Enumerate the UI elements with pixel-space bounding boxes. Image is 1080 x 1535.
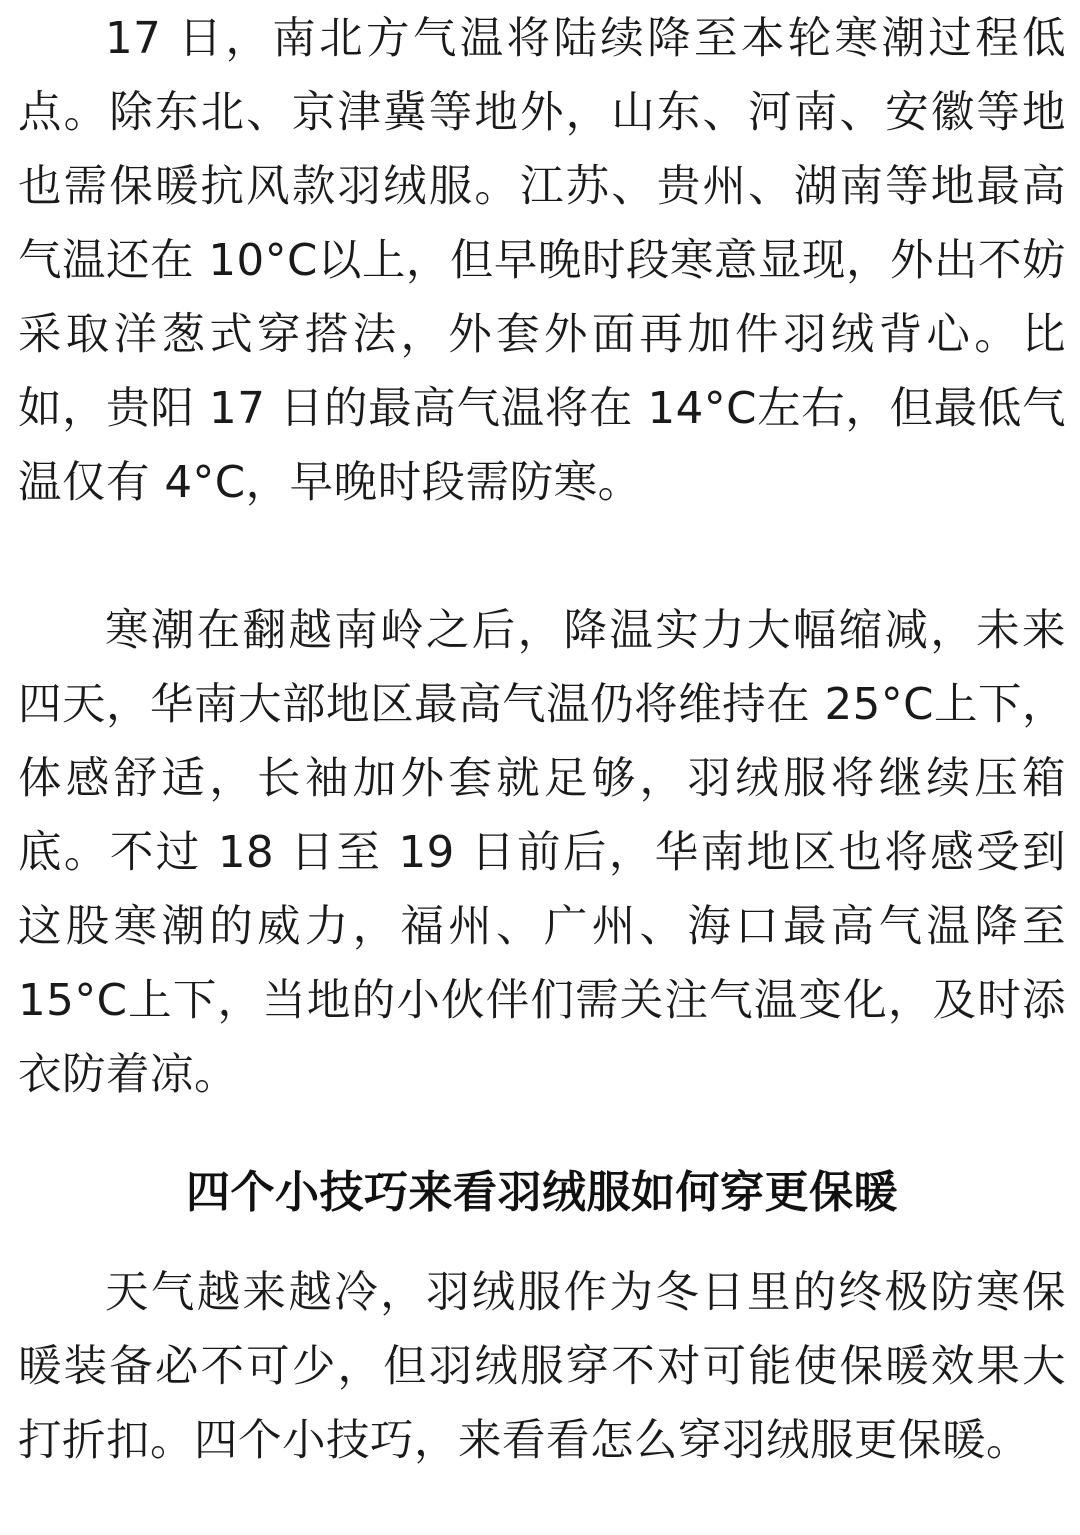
paragraph-spacer: [18, 520, 1066, 594]
article-body: [0, 2, 1080, 1535]
article-paragraph-cold-wave-north: 17 日，南北方气温将陆续降至本轮寒潮过程低点。除东北、京津冀等地外，山东、河南、安徽等地也需保暖抗风款羽绒服。江苏、贵州、湖南等地最高气温还在 10°C以上，但早晚时段寒意显现，外出不妨采取洋葱式穿搭法，外套外面再加件羽绒背心。比如，贵阳 17 日的最高气温将在 14°C左右，但最低气温仅有 4°C，早晚时段需防寒。: [18, 14, 1066, 508]
article-paragraph-south-china: 寒潮在翻越南岭之后，降温实力大幅缩减，未来四天，华南大部地区最高气温仍将维持在 25°C上下，体感舒适，长袖加外套就足够，羽绒服将继续压箱底。不过 18 日至 19 日前后，华南地区也将感受到这股寒潮的威力，福州、广州、海口最高气温降至 15°C上下，当地的小伙伴们需关注气温变化，及时添衣防着凉。: [18, 606, 1066, 1100]
article-paragraph-down-jacket-tips: 天气越来越冷，羽绒服作为冬日里的终极防寒保暖装备必不可少，但羽绒服穿不对可能使保暖效果大打折扣。四个小技巧，来看看怎么穿羽绒服更保暖。: [18, 1268, 1066, 1466]
section-heading: 四个小技巧来看羽绒服如何穿更保暖: [186, 1167, 898, 1218]
